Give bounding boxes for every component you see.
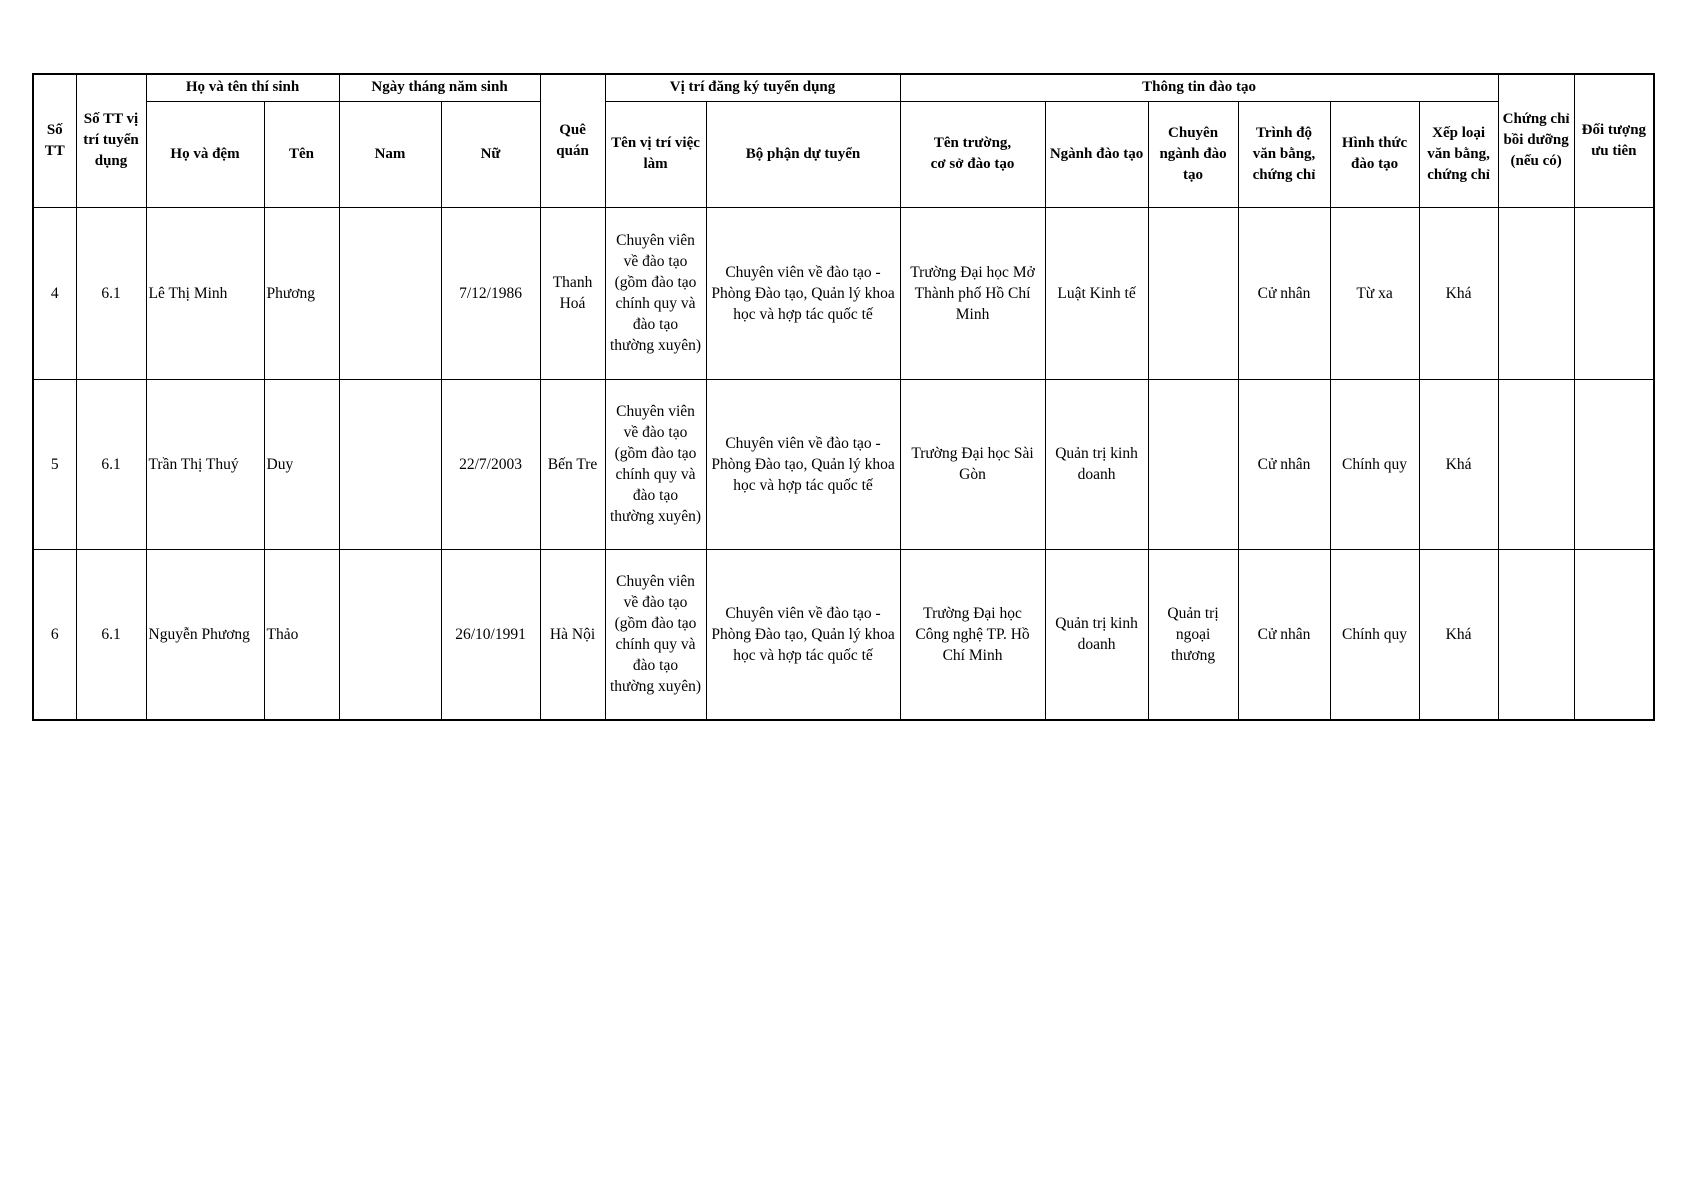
cell-so-tt: 6 bbox=[33, 549, 76, 720]
cell-nganh: Quản trị kinh doanh bbox=[1045, 549, 1148, 720]
cell-bo-phan: Chuyên viên về đào tạo - Phòng Đào tạo, Quản lý khoa học và hợp tác quốc tế bbox=[706, 549, 900, 720]
header-chuyen-nganh: Chuyên ngành đào tạo bbox=[1148, 101, 1238, 207]
header-group-dao-tao: Thông tin đào tạo bbox=[900, 74, 1498, 101]
cell-que-quan: Bến Tre bbox=[540, 379, 605, 549]
cell-doi-tuong bbox=[1574, 207, 1654, 379]
cell-nam bbox=[339, 379, 441, 549]
cell-xep-loai: Khá bbox=[1419, 549, 1498, 720]
cell-ho-dem: Trần Thị Thuý bbox=[146, 379, 264, 549]
cell-ten-vi-tri: Chuyên viên về đào tạo (gồm đào tạo chính quy và đào tạo thường xuyên) bbox=[605, 379, 706, 549]
cell-ten-truong: Trường Đại học Công nghệ TP. Hồ Chí Minh bbox=[900, 549, 1045, 720]
header-bo-phan: Bộ phận dự tuyển bbox=[706, 101, 900, 207]
cell-hinh-thuc: Chính quy bbox=[1330, 379, 1419, 549]
cell-bo-phan: Chuyên viên về đào tạo - Phòng Đào tạo, Quản lý khoa học và hợp tác quốc tế bbox=[706, 207, 900, 379]
header-group-vi-tri: Vị trí đăng ký tuyển dụng bbox=[605, 74, 900, 101]
cell-nam bbox=[339, 207, 441, 379]
cell-chung-chi bbox=[1498, 549, 1574, 720]
candidate-table bbox=[32, 73, 1655, 721]
cell-hinh-thuc: Từ xa bbox=[1330, 207, 1419, 379]
table-row bbox=[33, 207, 1654, 379]
header-nu: Nữ bbox=[441, 101, 540, 207]
cell-nganh: Quản trị kinh doanh bbox=[1045, 379, 1148, 549]
cell-xep-loai: Khá bbox=[1419, 207, 1498, 379]
header-so-tt: Số TT bbox=[33, 74, 76, 207]
cell-nu: 22/7/2003 bbox=[441, 379, 540, 549]
header-ten-vi-tri: Tên vị trí việc làm bbox=[605, 101, 706, 207]
cell-so-tt: 4 bbox=[33, 207, 76, 379]
table-header bbox=[33, 74, 1654, 207]
header-trinh-do: Trình độ văn bằng, chứng chỉ bbox=[1238, 101, 1330, 207]
cell-ho-dem: Nguyễn Phương bbox=[146, 549, 264, 720]
cell-ten: Duy bbox=[264, 379, 339, 549]
cell-so-tt: 5 bbox=[33, 379, 76, 549]
cell-chuyen-nganh bbox=[1148, 207, 1238, 379]
cell-ho-dem: Lê Thị Minh bbox=[146, 207, 264, 379]
header-ten: Tên bbox=[264, 101, 339, 207]
header-row-groups bbox=[33, 74, 1654, 101]
cell-so-tt-vi-tri: 6.1 bbox=[76, 207, 146, 379]
cell-ten-vi-tri: Chuyên viên về đào tạo (gồm đào tạo chính quy và đào tạo thường xuyên) bbox=[605, 549, 706, 720]
cell-ten: Phương bbox=[264, 207, 339, 379]
cell-trinh-do: Cử nhân bbox=[1238, 207, 1330, 379]
header-hinh-thuc: Hình thức đào tạo bbox=[1330, 101, 1419, 207]
cell-bo-phan: Chuyên viên về đào tạo - Phòng Đào tạo, Quản lý khoa học và hợp tác quốc tế bbox=[706, 379, 900, 549]
header-row-columns bbox=[33, 101, 1654, 207]
cell-nganh: Luật Kinh tế bbox=[1045, 207, 1148, 379]
cell-so-tt-vi-tri: 6.1 bbox=[76, 379, 146, 549]
cell-ten-truong: Trường Đại học Mở Thành phố Hồ Chí Minh bbox=[900, 207, 1045, 379]
cell-doi-tuong bbox=[1574, 379, 1654, 549]
cell-ten-vi-tri: Chuyên viên về đào tạo (gồm đào tạo chính quy và đào tạo thường xuyên) bbox=[605, 207, 706, 379]
cell-chung-chi bbox=[1498, 207, 1574, 379]
cell-chuyen-nganh bbox=[1148, 379, 1238, 549]
cell-doi-tuong bbox=[1574, 549, 1654, 720]
cell-nu: 7/12/1986 bbox=[441, 207, 540, 379]
table-row bbox=[33, 379, 1654, 549]
header-doi-tuong: Đối tượng ưu tiên bbox=[1574, 74, 1654, 207]
header-nam: Nam bbox=[339, 101, 441, 207]
cell-so-tt-vi-tri: 6.1 bbox=[76, 549, 146, 720]
header-que-quan: Quê quán bbox=[540, 74, 605, 207]
header-ten-truong: Tên trường, cơ sở đào tạo bbox=[900, 101, 1045, 207]
cell-trinh-do: Cử nhân bbox=[1238, 379, 1330, 549]
header-chung-chi: Chứng chỉ bồi dưỡng (nếu có) bbox=[1498, 74, 1574, 207]
header-group-ngay-sinh: Ngày tháng năm sinh bbox=[339, 74, 540, 101]
cell-chung-chi bbox=[1498, 379, 1574, 549]
table-body bbox=[33, 207, 1654, 720]
cell-hinh-thuc: Chính quy bbox=[1330, 549, 1419, 720]
cell-chuyen-nganh: Quản trị ngoại thương bbox=[1148, 549, 1238, 720]
header-ho-dem: Họ và đệm bbox=[146, 101, 264, 207]
header-group-ho-ten: Họ và tên thí sinh bbox=[146, 74, 339, 101]
header-xep-loai: Xếp loại văn bằng, chứng chỉ bbox=[1419, 101, 1498, 207]
cell-que-quan: Hà Nội bbox=[540, 549, 605, 720]
cell-ten-truong: Trường Đại học Sài Gòn bbox=[900, 379, 1045, 549]
cell-nam bbox=[339, 549, 441, 720]
cell-que-quan: Thanh Hoá bbox=[540, 207, 605, 379]
table-row bbox=[33, 549, 1654, 720]
header-so-tt-vi-tri: Số TT vị trí tuyển dụng bbox=[76, 74, 146, 207]
cell-nu: 26/10/1991 bbox=[441, 549, 540, 720]
header-nganh: Ngành đào tạo bbox=[1045, 101, 1148, 207]
cell-trinh-do: Cử nhân bbox=[1238, 549, 1330, 720]
cell-ten: Thảo bbox=[264, 549, 339, 720]
cell-xep-loai: Khá bbox=[1419, 379, 1498, 549]
